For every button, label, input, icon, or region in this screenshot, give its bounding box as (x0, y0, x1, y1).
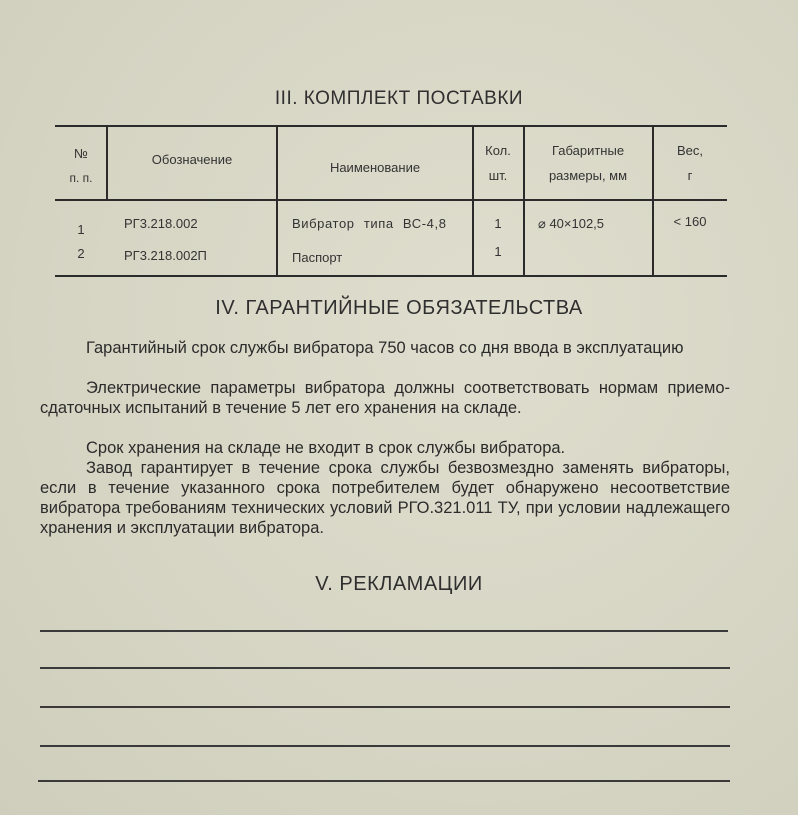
row1-dims: ⌀ 40×102,5 (538, 216, 605, 231)
table-header-rule (55, 199, 727, 201)
col-header-weight: Вес, (676, 143, 703, 158)
table-divider (106, 127, 108, 199)
col-header-num: № (74, 146, 88, 161)
blank-line (40, 745, 730, 747)
table-divider (523, 127, 525, 275)
table-bottom-rule (55, 275, 727, 277)
row1-designation: РГ3.218.002 (124, 216, 198, 231)
table-top-rule (55, 125, 727, 127)
blank-line (40, 667, 730, 669)
warranty-paragraph: Электрические параметры вибратора должны соответствовать нормам приемо-сдаточных испытаний в течение 5 лет его хранения на складе. (40, 379, 730, 417)
blank-line (38, 780, 730, 782)
warranty-paragraph: Гарантийный срок службы вибратора 750 часов со дня ввода в эксплуатацию (86, 339, 684, 357)
row2-num: 2 (77, 246, 85, 261)
warranty-paragraph: Завод гарантирует в течение срока службы безвозмездно заменять вибраторы, если в течение указанного срока потребителем будет обнаружено несоответствие вибратора требованиям технических условий РГО.321.011 ТУ, при условии надлежащего хранения и эксплуатации вибратора. (40, 459, 730, 537)
table-divider (276, 127, 278, 275)
row2-name: Паспорт (292, 250, 343, 265)
blank-line (40, 630, 728, 632)
row1-qty: 1 (494, 216, 502, 231)
col-header-weight-sub: г (687, 168, 693, 183)
col-header-num-sub: п. п. (69, 171, 93, 185)
section-3-title: III. КОМПЛЕКТ ПОСТАВКИ (274, 88, 524, 109)
col-header-qty-sub: шт. (488, 168, 508, 183)
col-header-dims: Габаритные (551, 143, 625, 158)
col-header-designation: Обозначение (151, 152, 233, 167)
section-5-title: V. РЕКЛАМАЦИИ (315, 573, 483, 595)
table-divider (652, 127, 654, 275)
row1-weight: < 160 (673, 214, 707, 229)
row2-qty: 1 (494, 244, 502, 259)
blank-line (40, 706, 730, 708)
section-4-title: IV. ГАРАНТИЙНЫЕ ОБЯЗАТЕЛЬСТВА (215, 297, 583, 319)
row1-num: 1 (77, 222, 85, 237)
row1-name: Вибратор типа ВС-4,8 (292, 216, 447, 231)
col-header-qty: Кол. (485, 143, 511, 158)
warranty-paragraph: Срок хранения на складе не входит в срок службы вибратора. (86, 439, 566, 457)
col-header-dims-sub: размеры, мм (548, 168, 628, 183)
row2-designation: РГ3.218.002П (124, 248, 207, 263)
col-header-name: Наименование (329, 160, 421, 175)
